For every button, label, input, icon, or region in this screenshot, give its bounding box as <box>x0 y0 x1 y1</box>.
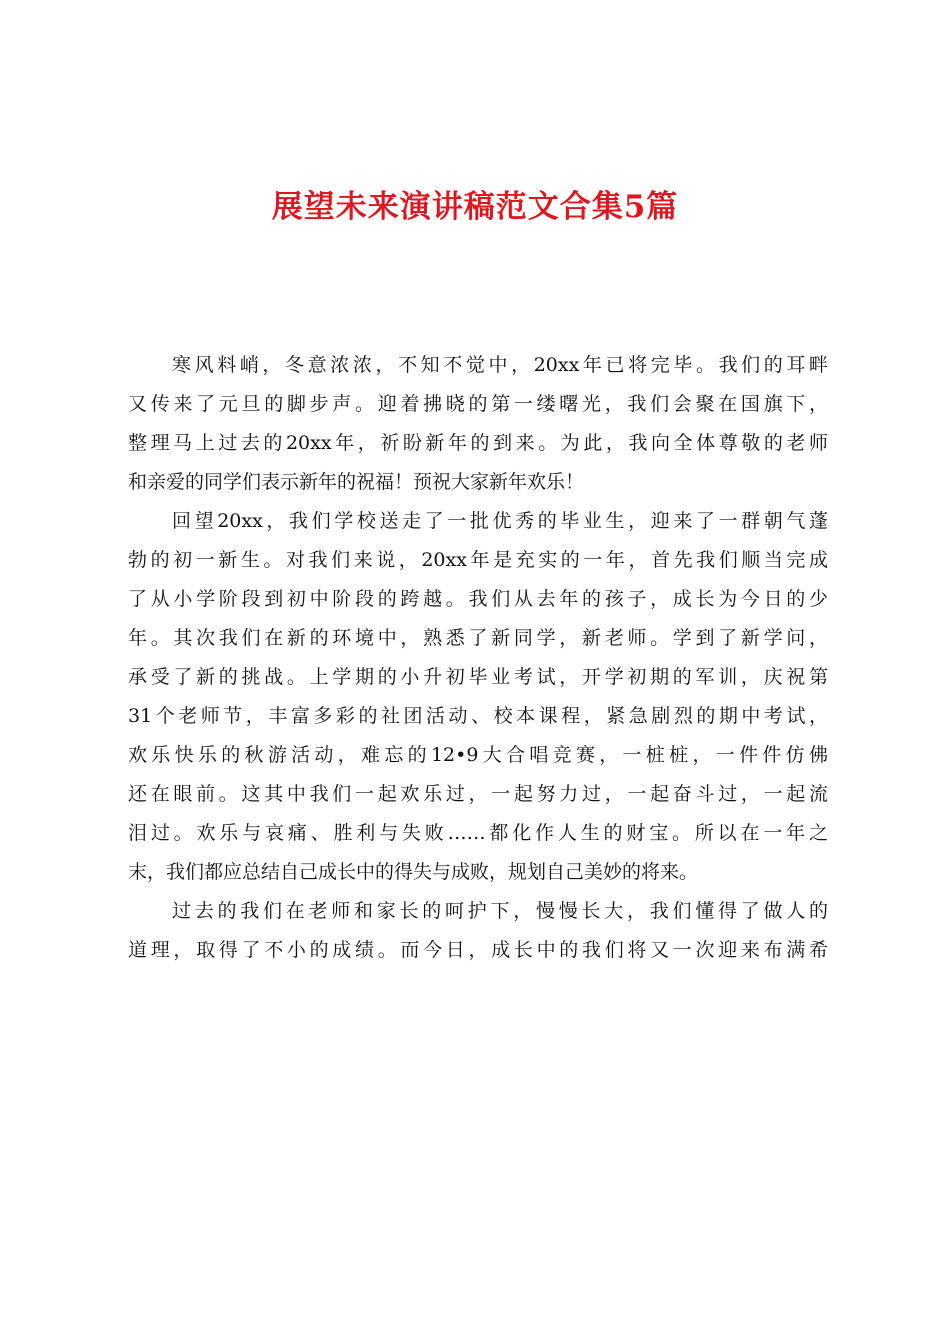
text-line: 承受了新的挑战。上学期的小升初毕业考试，开学初期的军训，庆祝第 <box>128 666 828 688</box>
text-line: 31个老师节，丰富多彩的社团活动、校本课程，紧急剧烈的期中考试， <box>128 705 828 727</box>
text-line: 回望20xx，我们学校送走了一批优秀的毕业生，迎来了一群朝气蓬 <box>172 510 828 532</box>
text-line: 和亲爱的同学们表示新年的祝福！预祝大家新年欢乐！ <box>128 471 585 493</box>
document-title: 展望未来演讲稿范文合集5篇 <box>271 189 679 225</box>
text-line: 还在眼前。这其中我们一起欢乐过，一起努力过，一起奋斗过，一起流 <box>128 783 828 805</box>
text-line: 了从小学阶段到初中阶段的跨越。我们从去年的孩子，成长为今日的少 <box>128 588 828 610</box>
text-line: 整理马上过去的20xx年，祈盼新年的到来。为此，我向全体尊敬的老师 <box>128 432 828 454</box>
text-line: 年。其次我们在新的环境中，熟悉了新同学，新老师。学到了新学问， <box>128 627 828 649</box>
text-line: 泪过。欢乐与哀痛、胜利与失败……都化作人生的财宝。所以在一年之 <box>128 822 828 844</box>
text-line: 欢乐快乐的秋游活动，难忘的12•9大合唱竞赛，一桩桩，一件件仿佛 <box>128 744 828 766</box>
text-line: 过去的我们在老师和家长的呵护下，慢慢长大，我们懂得了做人的 <box>172 900 828 922</box>
text-line: 末，我们都应总结自己成长中的得失与成败，规划自己美妙的将来。 <box>128 861 699 883</box>
paragraph-1 <box>128 346 828 502</box>
document-body <box>128 346 828 970</box>
paragraph-2 <box>128 502 828 892</box>
text-line: 寒风料峭，冬意浓浓，不知不觉中，20xx年已将完毕。我们的耳畔 <box>172 354 828 376</box>
text-line: 又传来了元旦的脚步声。迎着拂晓的第一缕曙光，我们会聚在国旗下， <box>128 393 828 415</box>
text-line: 勃的初一新生。对我们来说，20xx年是充实的一年，首先我们顺当完成 <box>128 549 828 571</box>
text-line: 道理，取得了不小的成绩。而今日，成长中的我们将又一次迎来布满希 <box>128 939 828 961</box>
paragraph-3 <box>128 892 828 970</box>
